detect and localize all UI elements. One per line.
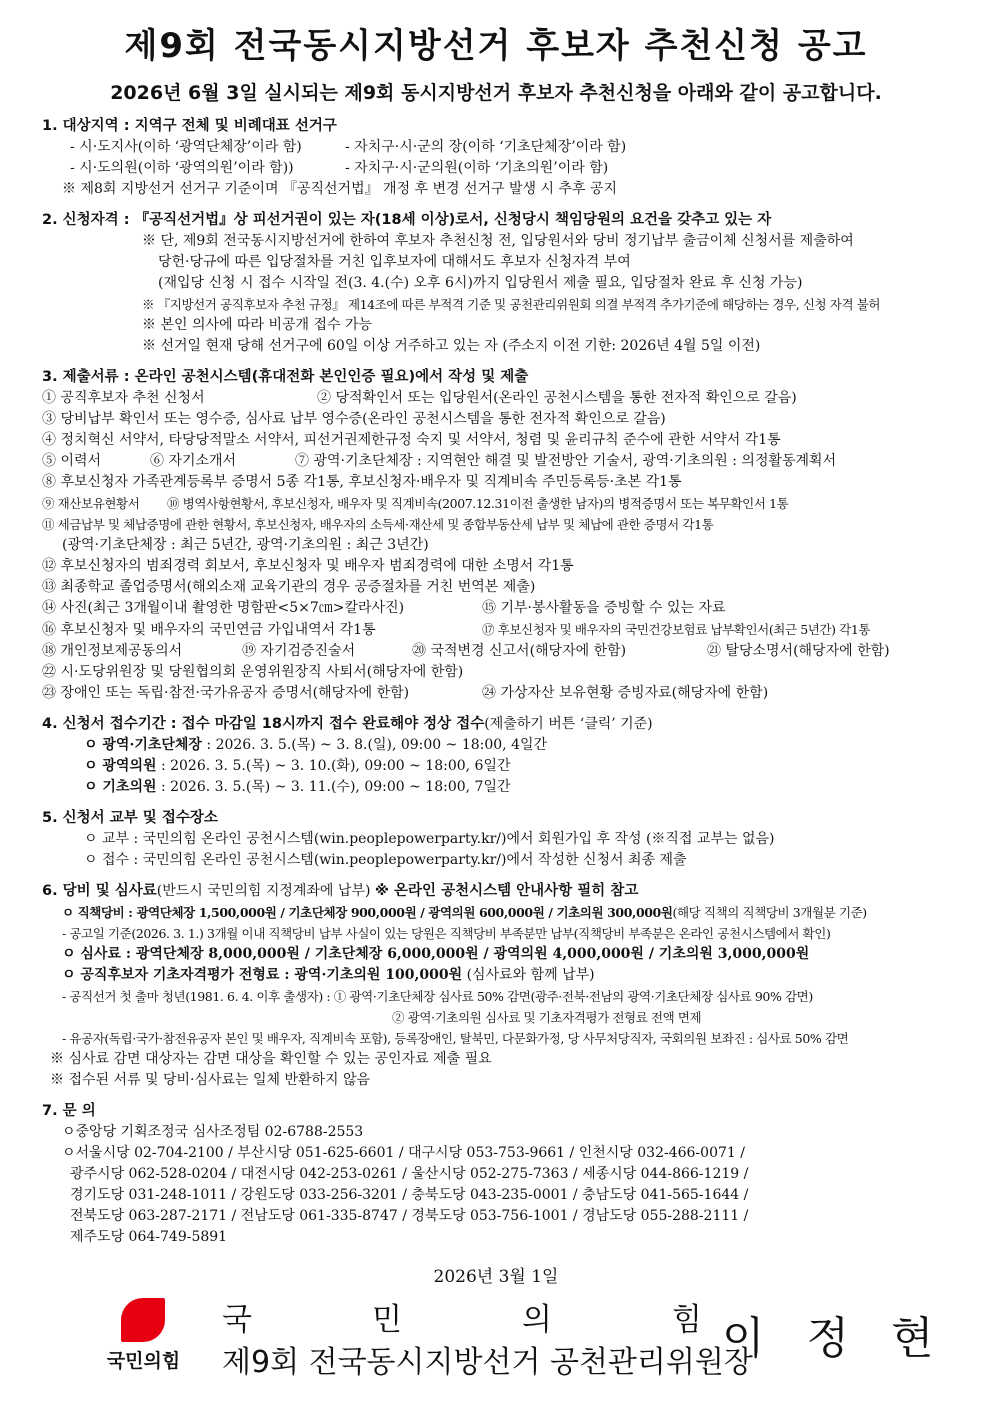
- document-item: ⑫ 후보신청자의 범죄경력 회보서, 후보신청자 및 배우자 범죄경력에 대한 소명서 각1통: [42, 558, 574, 574]
- place-item: ㅇ 접수 : 국민의힘 온라인 공천시스템(win.peoplepowerparty.kr/)에서 작성한 신청서 최종 제출: [84, 852, 687, 868]
- period-row: ㅇ 기초의원 : 2026. 3. 5.(목) ~ 3. 11.(수), 09:00 ~ 18:00, 7일간: [84, 779, 511, 795]
- org-char: 힘: [672, 1302, 702, 1338]
- document-row: [42, 619, 970, 641]
- signer-role: 제9회 전국동시지방선거 공천관리위원장: [222, 1345, 753, 1380]
- document-item-detail: (광역·기초단체장 : 최근 5년간, 광역·기초의원 : 최근 3년간): [62, 537, 429, 553]
- document-item: ⑬ 최종학교 졸업증명서(해외소재 교육기관의 경우 공증절차를 거친 번역본 제출): [42, 579, 536, 595]
- document-item: ⑦ 광역·기초단체장 : 지역현안 해결 및 발전방안 기술서, 광역·기초의원 : 의정활동계획서: [295, 453, 837, 469]
- document-row: [42, 683, 970, 704]
- document-item: ⑤ 이력서: [42, 453, 102, 469]
- section-2-heading: 2. 신청자격 : 『공직선거법』상 피선거권이 있는 자(18세 이상)로서, 신청당시 책임당원의 요건을 갖추고 있는 자: [42, 212, 772, 228]
- document-item: ⑨ 재산보유현황서: [42, 496, 140, 511]
- fee-note: - 공직선거 첫 출마 청년(1981. 6. 4. 이후 출생자) : ① 광역·기초단체장 심사료 50% 감면(광주·전북·전남의 광역·기초단체장 심사료 90% 감면): [62, 989, 813, 1004]
- org-char: 국: [222, 1302, 252, 1338]
- document-item: ㉓ 장애인 또는 독립·참전·국가유공자 증명서(해당자에 한함): [42, 685, 410, 701]
- section-1-row: [42, 137, 970, 158]
- eligibility-note: ※ 본인 의사에 따라 비공개 접수 가능: [142, 317, 373, 333]
- organization-name: [222, 1294, 702, 1339]
- party-logo-icon: [121, 1298, 165, 1342]
- document-item: ⑯ 후보신청자 및 배우자의 국민연금 가입내역서 각1통: [42, 622, 376, 638]
- document-item: ③ 당비납부 확인서 또는 영수증, 심사료 납부 영수증(온라인 공천시스템을 통한 전자적 확인으로 갈음): [42, 411, 666, 427]
- fee-note: ※ 심사료 감면 대상자는 감면 대상을 확인할 수 있는 공인자료 제출 필요: [50, 1051, 492, 1067]
- contact-line: 제주도당 064-749-5891: [70, 1229, 228, 1245]
- document-row: [42, 598, 970, 619]
- fee-row: ㅇ 공직후보자 기초자격평가 전형료 : 광역·기초의원 100,000원 (심사료와 함께 납부): [62, 967, 595, 983]
- section-6-heading: 6. 당비 및 심사료(반드시 국민의힘 지정계좌에 납부) ※ 온라인 공천시스템 안내사항 필히 참고: [42, 883, 639, 899]
- signer-name: 이 정 현: [722, 1313, 948, 1364]
- document-item: ⑭ 사진(최근 3개월이내 촬영한 명함판<5×7㎝>칼라사진): [42, 600, 405, 616]
- document-item: ② 당적확인서 또는 입당원서(온라인 공천시스템을 통한 전자적 확인으로 갈음): [317, 390, 797, 406]
- document-item: ㉔ 가상자산 보유현황 증빙자료(해당자에 한함): [482, 685, 769, 701]
- document-item: ⑪ 세금납부 및 체납증명에 관한 현황서, 후보신청자, 배우자의 소득세·재산세 및 종합부동산세 납부 및 체납에 관한 증명서 각1통: [42, 517, 714, 532]
- org-char: 의: [522, 1302, 552, 1338]
- region-item: - 자치구·시·군의원(이하 ‘기초의원’이라 함): [345, 160, 609, 176]
- eligibility-note: 당헌·당규에 따른 입당절차를 거친 입후보자에 대해서도 후보자 신청자격 부여: [158, 254, 631, 270]
- contact-line: 경기도당 031-248-1011 / 강원도당 033-256-3201 / 충북도당 043-235-0001 / 충남도당 041-565-1644 /: [70, 1187, 749, 1203]
- contact-line: 전북도당 063-287-2171 / 전남도당 061-335-8747 / 경북도당 053-756-1001 / 경남도당 055-288-2111 /: [70, 1208, 749, 1224]
- contact-line: ㅇ서울시당 02-704-2100 / 부산시당 051-625-6601 / 대구시당 053-753-9661 / 인천시당 032-466-0071 /: [62, 1145, 745, 1161]
- section-1-row: [42, 158, 970, 179]
- document-row: [42, 641, 970, 662]
- section-5-heading: 5. 신청서 교부 및 접수장소: [42, 810, 218, 826]
- section-7-heading: 7. 문 의: [42, 1103, 96, 1119]
- region-item: - 시·도지사(이하 ‘광역단체장’이라 함): [70, 139, 302, 155]
- section-1-heading: 1. 대상지역 : 지역구 전체 및 비례대표 선거구: [42, 118, 337, 134]
- party-logo: [96, 1298, 191, 1378]
- period-row: ㅇ 광역의원 : 2026. 3. 5.(목) ~ 3. 10.(화), 09:00 ~ 18:00, 6일간: [84, 758, 511, 774]
- document-item: ⑰ 후보신청자 및 배우자의 국민건강보험료 납부확인서(최근 5년간) 각1통: [482, 622, 871, 637]
- fee-note: - 유공자(독립·국가·참전유공자 본인 및 배우자, 직계비속 포함), 등록장애인, 탈북민, 다문화가정, 당 사무처당직자, 국회의원 보좌진 : 심사료 50% 감면: [62, 1031, 849, 1046]
- region-item: - 시·도의원(이하 ‘광역의원’이라 함)): [70, 160, 294, 176]
- eligibility-note: (재입당 신청 시 접수 시작일 전(3. 4.(수) 오후 6시)까지 입당원서 제출 필요, 입당절차 완료 후 신청 가능): [158, 275, 803, 291]
- document-item: ⑮ 기부·봉사활동을 증빙할 수 있는 자료: [482, 600, 726, 616]
- section-4-heading: 4. 신청서 접수기간 : 접수 마감일 18시까지 접수 완료해야 정상 접수(제출하기 버튼 ‘클릭’ 기준): [42, 716, 653, 732]
- fee-note: ② 광역·기초의원 심사료 및 기초자격평가 전형료 전액 면제: [392, 1010, 702, 1025]
- fee-row: ㅇ 심사료 : 광역단체장 8,000,000원 / 기초단체장 6,000,000원 / 광역의원 4,000,000원 / 기초의원 3,000,000원: [62, 946, 810, 962]
- document-item: ④ 정치혁신 서약서, 타당당적말소 서약서, 피선거권제한규정 숙지 및 서약서, 청렴 및 윤리규칙 준수에 관한 서약서 각1통: [42, 432, 781, 448]
- period-row: ㅇ 광역·기초단체장 : 2026. 3. 5.(목) ~ 3. 8.(일), 09:00 ~ 18:00, 4일간: [84, 737, 548, 753]
- document-item: ㉒ 시·도당위원장 및 당원협의회 운영위원장직 사퇴서(해당자에 한함): [42, 664, 464, 680]
- eligibility-note: ※ 선거일 현재 당해 선거구에 60일 이상 거주하고 있는 자 (주소지 이전 기한: 2026년 4월 5일 이전): [142, 338, 761, 354]
- fee-note: - 공고일 기준(2026. 3. 1.) 3개월 이내 직책당비 납부 사실이 있는 당원은 직책당비 부족분만 납부(직책당비 부족분은 온라인 공천시스템에서 확인): [62, 926, 831, 941]
- fee-note: ※ 접수된 서류 및 당비·심사료는 일체 반환하지 않음: [50, 1072, 371, 1088]
- document-item: ⑥ 자기소개서: [150, 453, 237, 469]
- document-item: ⑧ 후보신청자 가족관계등록부 증명서 5종 각1통, 후보신청자·배우자 및 직계비속 주민등록등·초본 각1통: [42, 474, 682, 490]
- notice-date: 2026년 3월 1일: [433, 1267, 559, 1287]
- fee-row: ㅇ 직책당비 : 광역단체장 1,500,000원 / 기초단체장 900,000원 / 광역의원 600,000원 / 기초의원 300,000원(해당 직책의 직책당비 3개월분 기준): [62, 905, 867, 920]
- document-item: ⑲ 자기검증진술서: [242, 643, 356, 659]
- document-item: ⑩ 병역사항현황서, 후보신청자, 배우자 및 직계비속(2007.12.31이전 출생한 남자)의 병적증명서 또는 복무확인서 1통: [167, 496, 789, 511]
- page-title: 제9회 전국동시지방선거 후보자 추천신청 공고: [124, 26, 868, 66]
- document-row: [42, 451, 970, 472]
- section-3-heading: 3. 제출서류 : 온라인 공천시스템(휴대전화 본인인증 필요)에서 작성 및 제출: [42, 369, 529, 385]
- intro-text: 2026년 6월 3일 실시되는 제9회 동시지방선거 후보자 추천신청을 아래와 같이 공고합니다.: [110, 82, 882, 104]
- document-item: ⑳ 국적변경 신고서(해당자에 한함): [412, 643, 627, 659]
- eligibility-note: ※ 단, 제9회 전국동시지방선거에 한하여 후보자 추천신청 전, 입당원서와 당비 정기납부 출금이체 신청서를 제출하여: [142, 233, 854, 249]
- document-item: ① 공직후보자 추천 신청서: [42, 390, 205, 406]
- contact-line: ㅇ중앙당 기획조정국 심사조정팀 02-6788-2553: [62, 1124, 364, 1140]
- region-item: - 자치구·시·군의 장(이하 ‘기초단체장’이라 함): [345, 139, 627, 155]
- place-item: ㅇ 교부 : 국민의힘 온라인 공천시스템(win.peoplepowerparty.kr/)에서 회원가입 후 작성 (※직접 교부는 없음): [84, 831, 775, 847]
- notice-body: [42, 116, 970, 1248]
- document-item: ㉑ 탈당소명서(해당자에 한함): [707, 643, 890, 659]
- document-item: ⑱ 개인정보제공동의서: [42, 643, 183, 659]
- section-1-note: ※ 제8회 지방선거 선거구 기준이며 『공직선거법』 개정 후 변경 선거구 발생 시 추후 공지: [62, 181, 618, 197]
- document-row: [42, 493, 970, 514]
- eligibility-note: ※ 『지방선거 공직후보자 추천 규정』 제14조에 따른 부적격 기준 및 공천관리위원회 의결 부적격 추가기준에 해당하는 경우, 신청 자격 불허: [142, 297, 881, 312]
- party-logo-text: 국민의힘: [106, 1350, 181, 1372]
- contact-line: 광주시당 062-528-0204 / 대전시당 042-253-0261 / 울산시당 052-275-7363 / 세종시당 044-866-1219 /: [70, 1166, 749, 1182]
- document-row: [42, 388, 970, 409]
- org-char: 민: [372, 1302, 402, 1338]
